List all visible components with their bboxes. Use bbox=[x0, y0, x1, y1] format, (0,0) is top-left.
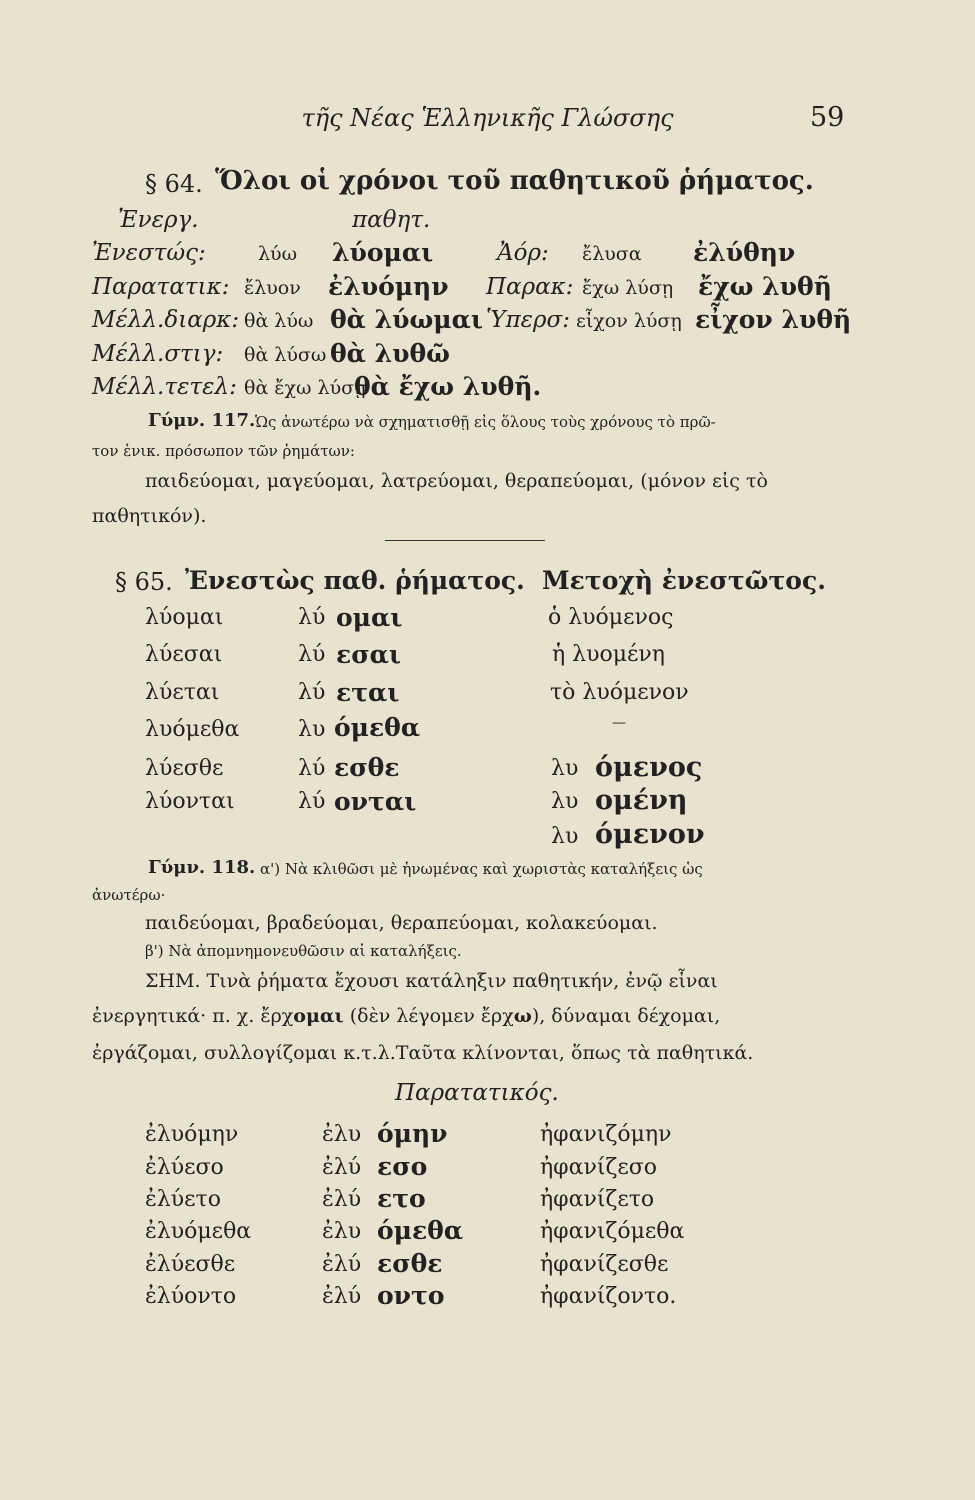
participle-form: — bbox=[612, 715, 626, 731]
participle-ending: όμενον bbox=[595, 819, 705, 850]
imperfect-example: ἠφανίζεσθε bbox=[540, 1252, 669, 1277]
active-form: θὰ ἔχω λύσῃ bbox=[244, 377, 366, 399]
present-full-form: λύεται bbox=[145, 680, 220, 705]
participle-ending: όμενος bbox=[595, 752, 703, 783]
imperfect-example: ἠφανιζόμην bbox=[540, 1122, 672, 1147]
participle-ending: ομένη bbox=[595, 785, 688, 816]
participle-form: τὸ λυόμενον bbox=[550, 680, 689, 705]
section-64-number: § 64. bbox=[145, 170, 203, 198]
passive-form: θὰ λύωμαι bbox=[330, 305, 483, 334]
tense-label: Παρακ: bbox=[486, 274, 574, 300]
present-stem: λύ bbox=[298, 642, 326, 667]
present-ending: όμεθα bbox=[334, 713, 421, 742]
imperfect-ending: οντο bbox=[377, 1281, 445, 1310]
active-form: ἔχω λύσῃ bbox=[582, 277, 674, 299]
present-ending: εται bbox=[336, 678, 400, 707]
passive-form: θὰ ἔχω λυθῆ. bbox=[354, 372, 542, 401]
passive-form: εἶχον λυθῆ bbox=[695, 305, 852, 334]
exercise-118-text: α') Νὰ κλιθῶσι μὲ ἡνωμένας καὶ χωριστὰς καταλήξεις ὡς bbox=[260, 860, 703, 878]
page-number: 59 bbox=[810, 102, 845, 133]
imperfect-stem: ἐλύ bbox=[322, 1187, 362, 1212]
imperfect-example: ἠφανίζετο bbox=[540, 1187, 655, 1212]
present-ending: ονται bbox=[334, 787, 417, 816]
present-full-form: λύεσθε bbox=[145, 756, 224, 781]
exercise-118-verbs: παιδεύομαι, βραδεύομαι, θεραπεύομαι, κολακεύομαι. bbox=[145, 912, 658, 934]
exercise-117-verbs: παθητικόν). bbox=[92, 505, 207, 527]
imperfect-example: ἠφανίζοντο. bbox=[540, 1284, 677, 1309]
active-form: ἔλυσα bbox=[582, 243, 642, 265]
present-full-form: λύεσαι bbox=[145, 642, 223, 667]
active-form: εἶχον λύσῃ bbox=[576, 310, 682, 332]
active-column-header: Ἐνεργ. bbox=[118, 207, 199, 233]
present-ending: εσαι bbox=[336, 640, 401, 669]
tense-label: Μέλλ.διαρκ: bbox=[92, 307, 240, 333]
participle-stem: λυ bbox=[551, 756, 579, 781]
passive-form: ἐλυόμην bbox=[328, 272, 449, 301]
imperfect-full-form: ἐλύεσο bbox=[145, 1155, 224, 1180]
imperfect-ending: ετο bbox=[377, 1184, 426, 1213]
imperfect-stem: ἐλύ bbox=[322, 1155, 362, 1180]
note-bold-ending: ομαι bbox=[293, 1005, 344, 1027]
participle-stem: λυ bbox=[551, 789, 579, 814]
tense-label: Ὑπερσ: bbox=[486, 307, 570, 333]
section-65-number: § 65. bbox=[115, 568, 173, 596]
present-ending: εσθε bbox=[334, 753, 400, 782]
note-line: ΣΗΜ. Τινὰ ῥήματα ἔχουσι κατάληξιν παθητικήν, ἐνῷ εἶναι bbox=[145, 970, 718, 992]
passive-form: ἔχω λυθῆ bbox=[698, 272, 832, 301]
tense-label: Ἀόρ: bbox=[497, 240, 549, 266]
imperfect-stem: ἐλύ bbox=[322, 1284, 362, 1309]
participle-form: ἡ λυομένη bbox=[552, 642, 665, 667]
active-form: θὰ λύω bbox=[244, 310, 314, 332]
present-full-form: λύονται bbox=[145, 789, 235, 814]
exercise-117-text: Ὡς ἀνωτέρω νὰ σχηματισθῇ εἰς ὅλους τοὺς χρόνους τὸ πρῶ- bbox=[255, 413, 716, 431]
note-text: (δὲν λέγομεν ἔρχ bbox=[343, 1005, 514, 1027]
passive-column-header: παθητ. bbox=[352, 207, 431, 233]
note-bold-ending: ω bbox=[513, 1005, 532, 1027]
section-divider bbox=[385, 540, 545, 541]
imperfect-example: ἠφανίζεσο bbox=[540, 1155, 658, 1180]
exercise-117-verbs: παιδεύομαι, μαγεύομαι, λατρεύομαι, θεραπεύομαι, (μόνον εἰς τὸ bbox=[145, 470, 768, 492]
participle-stem: λυ bbox=[551, 824, 579, 849]
note-text: ἐνεργητικά· π. χ. ἔρχ bbox=[92, 1005, 294, 1027]
imperfect-full-form: ἐλύετο bbox=[145, 1187, 221, 1212]
exercise-118-text: β') Νὰ ἀπομνημονευθῶσιν αἱ καταλήξεις. bbox=[145, 942, 462, 960]
exercise-118-text: ἀνωτέρω· bbox=[92, 886, 166, 904]
present-stem: λύ bbox=[298, 789, 326, 814]
imperfect-full-form: ἐλυόμεθα bbox=[145, 1219, 252, 1244]
active-form: λύω bbox=[258, 243, 298, 265]
imperfect-example: ἠφανιζόμεθα bbox=[540, 1219, 685, 1244]
imperfect-full-form: ἐλυόμην bbox=[145, 1122, 239, 1147]
imperfect-stem: ἐλυ bbox=[322, 1122, 362, 1147]
participle-title: Μετοχὴ ἐνεστῶτος. bbox=[542, 566, 826, 595]
tense-label: Μέλλ.τετελ: bbox=[92, 374, 237, 400]
note-line bbox=[92, 1005, 720, 1027]
present-full-form: λύομαι bbox=[145, 605, 224, 630]
passive-form: θὰ λυθῶ bbox=[330, 339, 450, 368]
imperfect-stem: ἐλυ bbox=[322, 1219, 362, 1244]
tense-label: Ἐνεστώς: bbox=[92, 240, 206, 266]
section-65-title: Ἐνεστὼς παθ. ῥήματος. bbox=[185, 566, 525, 595]
running-header: τῆς Νέας Ἑλληνικῆς Γλώσσης bbox=[301, 104, 674, 132]
present-stem: λυ bbox=[298, 717, 326, 742]
imperfect-ending: όμεθα bbox=[377, 1216, 464, 1245]
imperfect-stem: ἐλύ bbox=[322, 1252, 362, 1277]
passive-form: λύομαι bbox=[332, 238, 434, 267]
imperfect-ending: εσθε bbox=[377, 1249, 443, 1278]
imperfect-ending: όμην bbox=[377, 1119, 448, 1148]
present-stem: λύ bbox=[298, 680, 326, 705]
active-form: θὰ λύσω bbox=[244, 344, 327, 366]
exercise-118-label: Γύμν. 118. bbox=[148, 857, 256, 878]
present-full-form: λυόμεθα bbox=[145, 717, 240, 742]
imperfect-full-form: ἐλύεσθε bbox=[145, 1252, 236, 1277]
imperfect-ending: εσο bbox=[377, 1152, 428, 1181]
exercise-117-text: τον ἑνικ. πρόσωπον τῶν ῥημάτων: bbox=[92, 442, 355, 460]
active-form: ἔλυον bbox=[244, 277, 301, 299]
imperfect-title: Παρατατικός. bbox=[395, 1080, 559, 1106]
tense-label: Παρατατικ: bbox=[92, 274, 230, 300]
note-text: ), δύναμαι δέχομαι, bbox=[531, 1005, 721, 1027]
tense-label: Μέλλ.στιγ: bbox=[92, 341, 224, 367]
present-stem: λύ bbox=[298, 605, 326, 630]
exercise-117-label: Γύμν. 117. bbox=[148, 410, 256, 431]
section-64-title: Ὅλοι οἱ χρόνοι τοῦ παθητικοῦ ῥήματος. bbox=[215, 166, 814, 196]
present-ending: ομαι bbox=[336, 603, 403, 632]
passive-form: ἐλύθην bbox=[693, 238, 796, 267]
imperfect-full-form: ἐλύοντο bbox=[145, 1284, 237, 1309]
present-stem: λύ bbox=[298, 756, 326, 781]
note-line: ἐργάζομαι, συλλογίζομαι κ.τ.λ.Ταῦτα κλίνονται, ὅπως τὰ παθητικά. bbox=[92, 1042, 754, 1064]
participle-form: ὁ λυόμενος bbox=[548, 605, 674, 630]
